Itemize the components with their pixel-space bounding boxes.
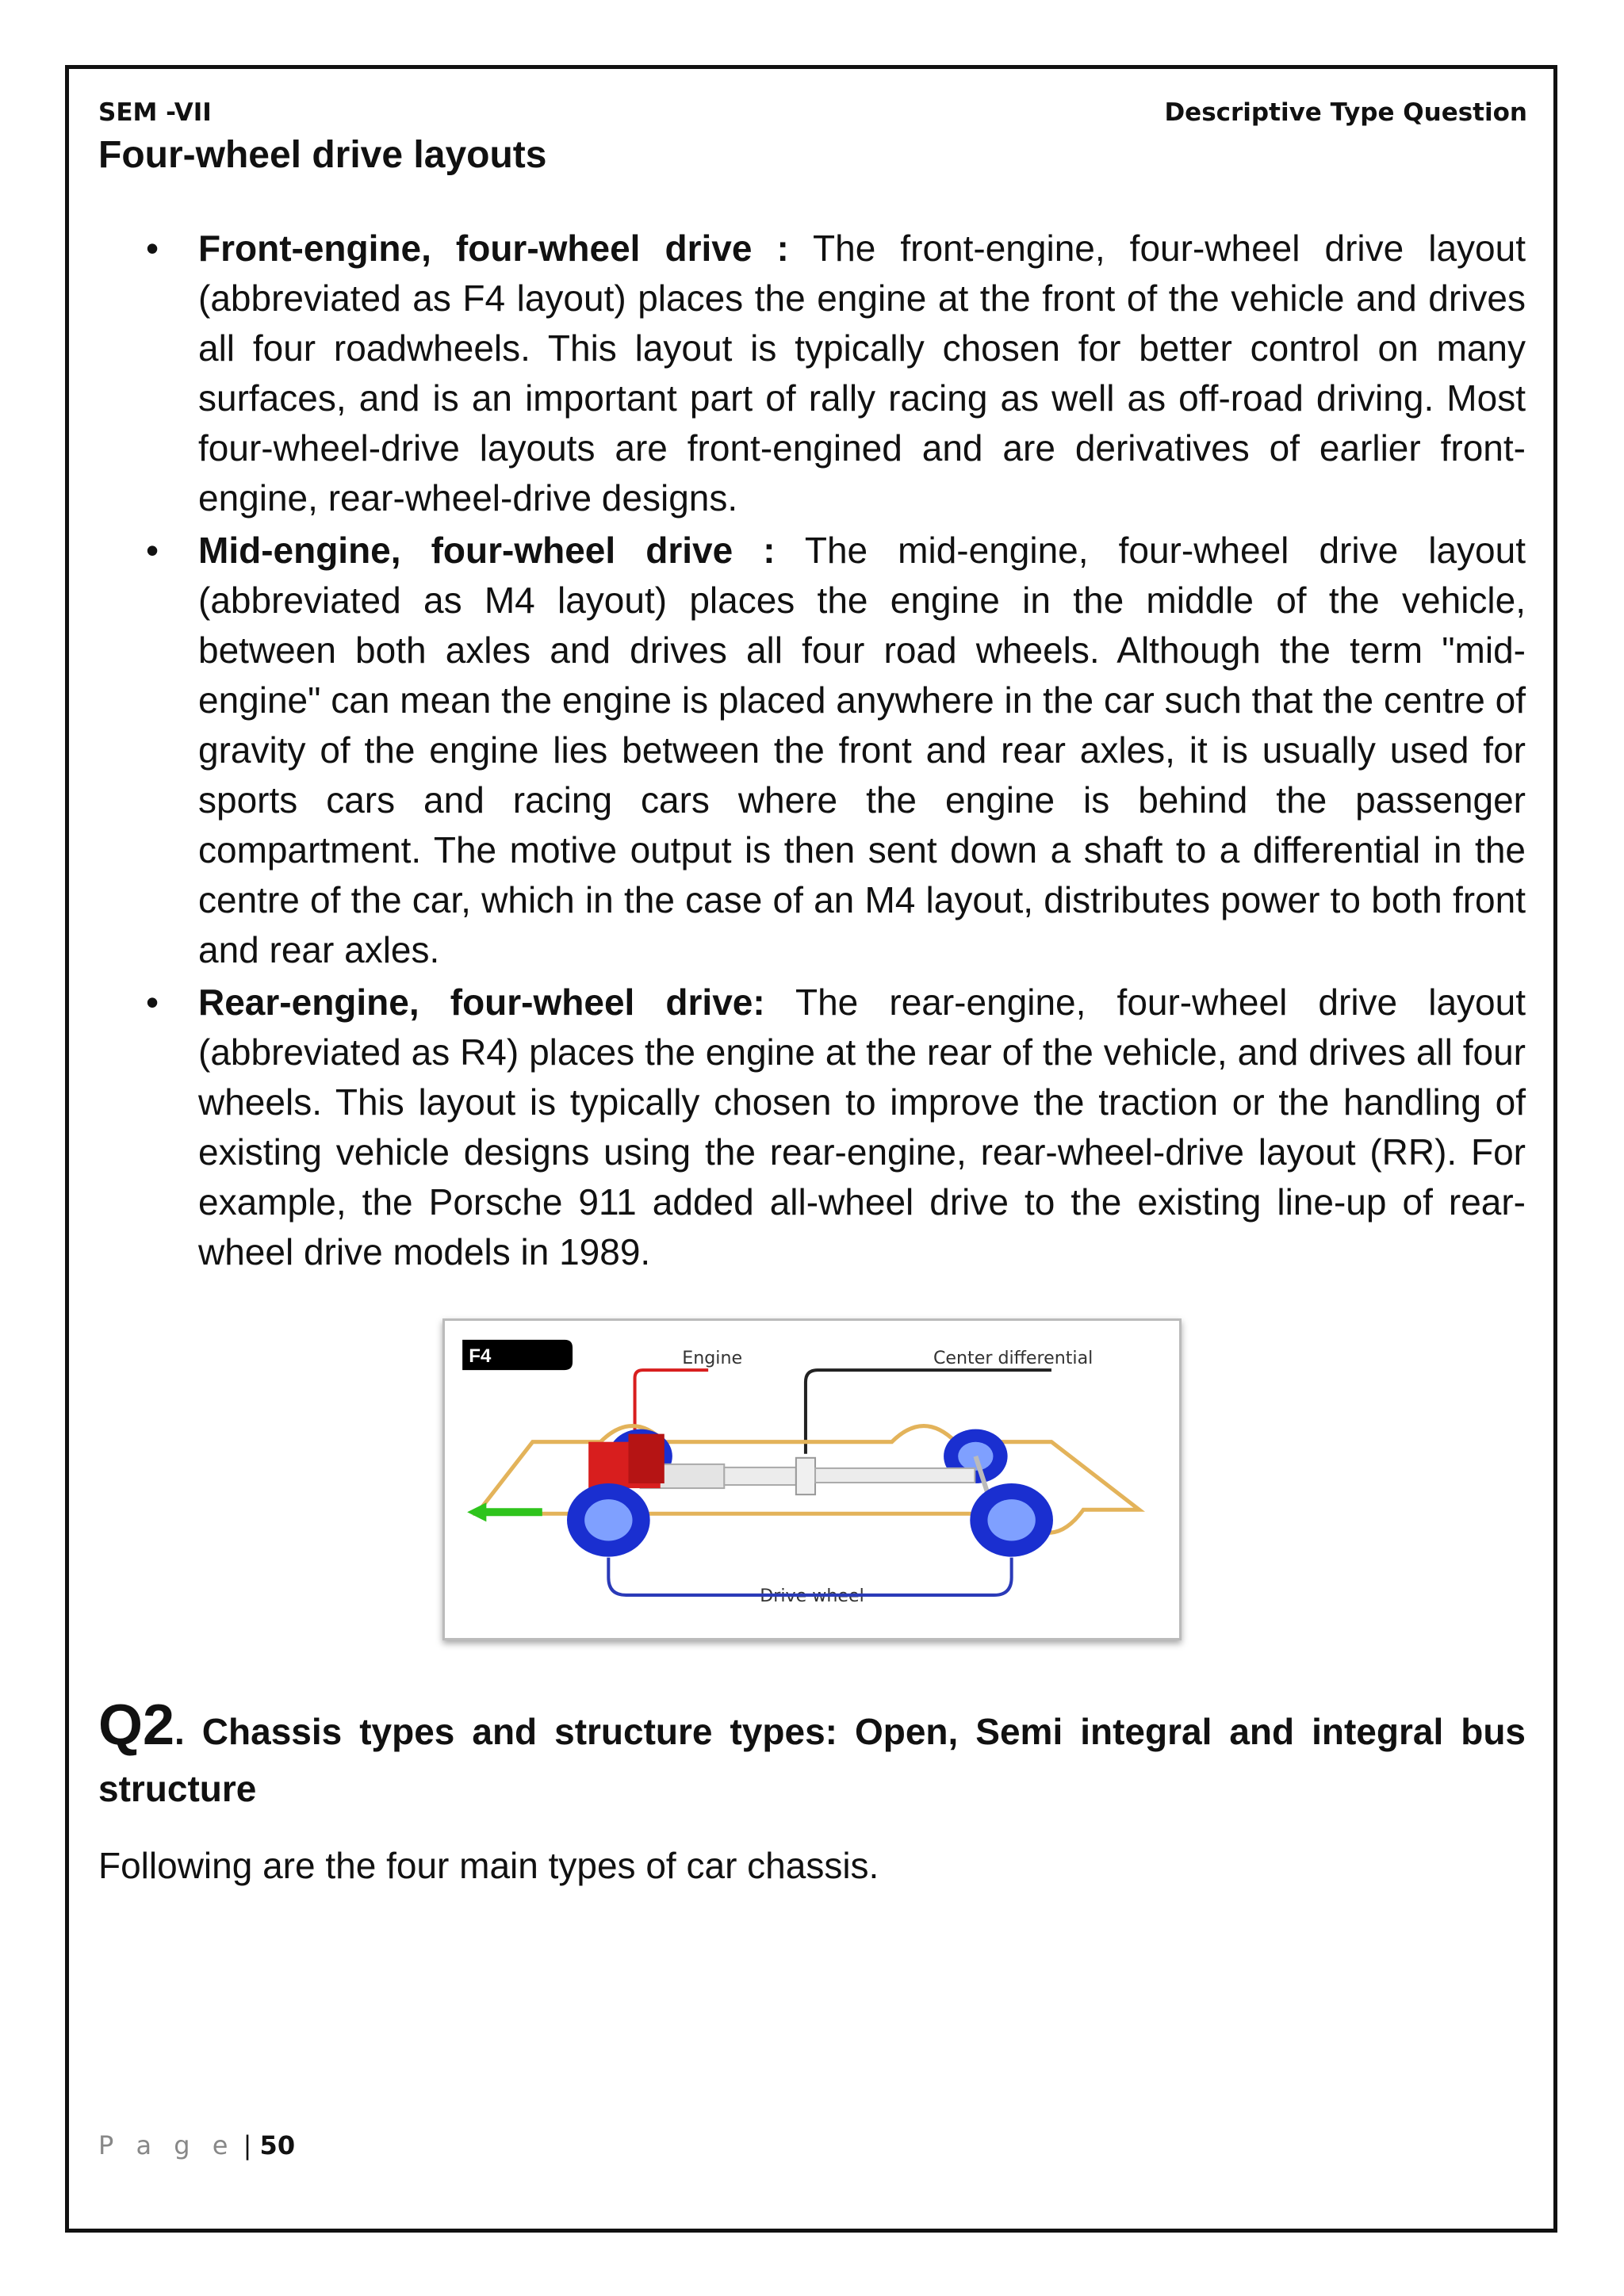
front-shaft-icon xyxy=(724,1468,796,1485)
f4-badge-label: F4 xyxy=(469,1345,492,1368)
term-rear-engine: Rear-engine, four-wheel drive: xyxy=(198,982,765,1023)
f4-layout-diagram xyxy=(442,1318,1182,1640)
text-rear-engine: The rear-engine, four-wheel drive layout (abbreviated as R4) places the engine at the rear of the vehicle, and drives all four wheels. This layout is typically chosen to improve the traction or the handling of existing vehicle designs using the rear-engine, rear-wheel-drive layout (RR). For example, the Porsche 911 added all-wheel drive to the existing line-up of rear-wheel drive models in 1989. xyxy=(198,982,1526,1272)
header-question-type: Descriptive Type Question xyxy=(1164,98,1527,127)
chassis-intro-text: Following are the four main types of car chassis. xyxy=(98,1845,879,1886)
text-front-engine: The front-engine, four-wheel drive layout (abbreviated as F4 layout) places the engine at the front of the vehicle and drives all four roadwheels. This layout is typically chosen for better control on many surfaces, and is an important part of rally racing as well as off-road driving. Most four-wheel-drive layouts are front-engined and are derivatives of earlier front-engine, rear-wheel-drive designs. xyxy=(198,228,1526,519)
question-2-heading xyxy=(98,1693,1526,1817)
center-differential-label: Center differential xyxy=(933,1348,1094,1369)
engine-label: Engine xyxy=(682,1348,743,1369)
bullet-icon: • xyxy=(146,530,159,571)
f4-diagram-svg xyxy=(445,1321,1179,1638)
drive-wheel-label: Drive wheel xyxy=(760,1585,864,1606)
page-footer xyxy=(98,2130,295,2160)
center-differential-icon xyxy=(796,1458,815,1494)
term-mid-engine: Mid-engine, four-wheel drive : xyxy=(198,530,776,571)
layout-list xyxy=(98,224,1526,1280)
direction-arrow-icon xyxy=(467,1502,542,1521)
list-item-front-engine xyxy=(98,224,1526,523)
bullet-icon: • xyxy=(146,982,159,1023)
list-item-rear-engine xyxy=(98,978,1526,1277)
wheel-hub-icon xyxy=(584,1499,632,1540)
list-item-mid-engine xyxy=(98,526,1526,975)
page-label: P a g e xyxy=(98,2130,236,2160)
page-separator: | xyxy=(243,2130,252,2160)
rear-shaft-icon xyxy=(815,1468,975,1483)
term-front-engine: Front-engine, four-wheel drive : xyxy=(198,228,789,269)
question-number: Q2 xyxy=(98,1693,175,1757)
bullet-icon: • xyxy=(146,228,159,269)
engine-head-icon xyxy=(629,1434,665,1483)
wheel-hub-icon xyxy=(987,1499,1035,1540)
question-text: . Chassis types and structure types: Open, Semi integral and integral bus structure xyxy=(98,1711,1526,1809)
wheel-hub-icon xyxy=(958,1442,993,1471)
section-title: Four-wheel drive layouts xyxy=(98,134,547,176)
page-number: 50 xyxy=(259,2130,296,2160)
text-mid-engine: The mid-engine, four-wheel drive layout (abbreviated as M4 layout) places the engine in the middle of the vehicle, between both axles and drives all four road wheels. Although the term "mid-engine" can mean the engine is placed anywhere in the car such that the centre of gravity of the engine lies between the front and rear axles, it is usually used for sports cars and racing cars where the engine is behind the passenger compartment. The motive output is then sent down a shaft to a differential in the centre of the car, which in the case of an M4 layout, distributes power to both front and rear axles. xyxy=(198,530,1526,970)
header-semester: SEM -VII xyxy=(98,98,212,127)
